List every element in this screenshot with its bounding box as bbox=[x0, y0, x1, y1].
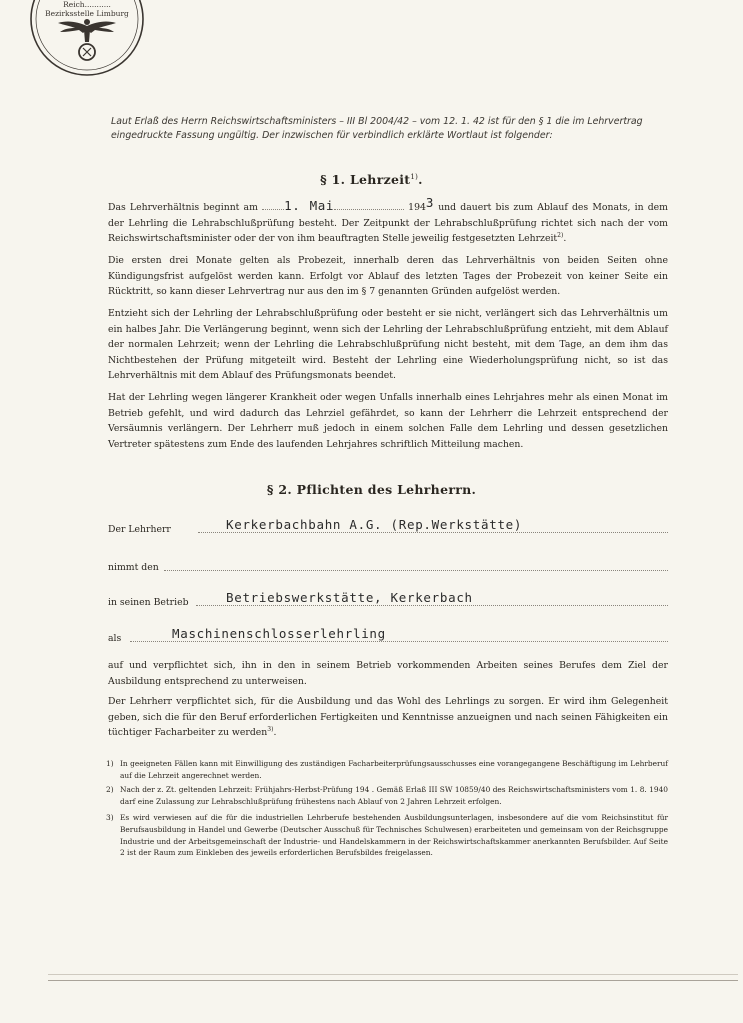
section2-paragraph-2-text: Der Lehrherr verpflichtet sich, für die Ausbildung und das Wohl des Lehrlings zu sorgen. Er wird ihm Gelegenheit geben, sich die für den Beruf erforderlichen Fertigkeiten und Kenntnisse anzueignen und nach seinen Fähigkeiten ein tüchtiger Facharbeiter zu werden bbox=[108, 696, 668, 739]
bottom-rule bbox=[48, 980, 738, 981]
section1-title: § 1. Lehrzeit bbox=[320, 172, 411, 187]
bottom-rule bbox=[48, 974, 738, 975]
period: . bbox=[563, 233, 567, 245]
field-line bbox=[130, 641, 668, 642]
dotted-line bbox=[262, 199, 284, 210]
footnote-mark-2: 2) bbox=[106, 785, 114, 794]
footnote-mark-3: 3) bbox=[106, 813, 114, 822]
section1-paragraph-2: Die ersten drei Monate gelten als Probezeit, innerhalb deren das Lehrverhältnis von beiden Seiten ohne Kündigungsfrist aufgelöst werden kann. Erfolgt vor Ablauf des letzten Tages der Probezeit von keiner Seite ein Rücktritt, so kann dieser Lehrvertrag nur aus den im § 7 genannten Gründen aufgelöst werden. bbox=[108, 255, 668, 298]
field-label-betrieb: in seinen Betrieb bbox=[108, 597, 189, 608]
footnote-text-2: Nach der z. Zt. geltenden Lehrzeit: Frühjahrs-Herbst-Prüfung 194 . Gemäß Erlaß III SW 10859/40 des Reichswirtschaftsministers vom 1. 8. 1940 darf eine Zulassung zur Lehrabschlußprüfung frühestens nach Ablauf von 2 Jahren Lehrzeit erfolgen. bbox=[120, 785, 668, 806]
year-digit-value: 3 bbox=[425, 195, 435, 210]
section1-paragraph-1 bbox=[108, 195, 668, 247]
footnote-mark-1: 1) bbox=[106, 759, 114, 768]
stamp-line-1: Reich........... bbox=[63, 0, 111, 9]
field-label-als: als bbox=[108, 633, 122, 644]
section2-heading: § 2. Pflichten des Lehrherrn. bbox=[266, 482, 477, 497]
field-line bbox=[164, 570, 668, 571]
field-label-lehrherr: Der Lehrherr bbox=[108, 524, 171, 535]
official-stamp bbox=[28, 0, 146, 78]
period: . bbox=[273, 727, 277, 739]
start-date-value: 1. Mai bbox=[284, 198, 335, 213]
section1-paragraph-3: Entzieht sich der Lehrling der Lehrabschlußprüfung oder besteht er sie nicht, verlängert sich das Lehrverhältnis um ein halbes Jahr. Die Verlängerung beginnt, wenn sich der Lehrling der Lehrabschlußprüfung entzieht, mit dem Ablauf der normalen Lehrzeit; wenn der Lehrling die Lehrabschlußprüfung nicht besteht, mit dem Tage, an dem ihm das Nichtbestehen der Prüfung mitgeteilt wird. Besteht der Lehrling eine Wiederholungsprüfung nicht, so ist das Lehrverhältnis mit dem Ablauf des Prüfungsmonats beendet. bbox=[108, 308, 668, 382]
section1-paragraph-4: Hat der Lehrling wegen längerer Krankheit oder wegen Unfalls innerhalb eines Lehrjahres mehr als einen Monat im Betrieb gefehlt, und wird dadurch das Lehrziel gefährdet, so kann der Lehrherr die Lehrzeit entsprechend der Versäumnis verlängern. Der Lehrherr muß jedoch in einem solchen Falle dem Lehrling und dessen gesetzlichen Vertreter spätestens zum Ende des laufenden Lehrjahres schriftlich Mitteilung machen. bbox=[108, 392, 668, 450]
lehrverhaeltnis-text: und dauert bis zum Ablauf des Monats, in dem der Lehrling die Lehrabschlußprüfung besteht. Der Zeitpunkt der Lehrabschlußprüfung richtet sich nach der vom Reichswirtschaftsminister oder der von ihm beauftragten Stelle jeweilig festgesetzten Lehrzeit bbox=[108, 202, 668, 245]
field-value-als: Maschinenschlosserlehrling bbox=[172, 626, 386, 641]
section1-heading: § 1. Lehrzeit$^{1)}$. bbox=[320, 172, 423, 187]
footnote-2 bbox=[108, 784, 668, 808]
decree-note: Laut Erlaß des Herrn Reichswirtschaftsministers – III Bl 2004/42 – vom 12. 1. 42 ist für den § 1 die im Lehrvertrag eingedruckte Fassung ungültig. Der inzwischen für verbindlich erklärte Wortlaut ist folgender: bbox=[111, 116, 643, 141]
footnote-ref-2: 2) bbox=[557, 232, 564, 240]
section2-paragraph-2 bbox=[108, 694, 668, 741]
dotted-line bbox=[334, 199, 404, 210]
field-line bbox=[198, 532, 668, 533]
footnote-ref-3: 3) bbox=[267, 726, 274, 734]
section1-title-footnote-ref: 1) bbox=[410, 172, 419, 181]
footnote-1 bbox=[108, 758, 668, 782]
field-row-betrieb bbox=[108, 588, 668, 610]
field-value-lehrherr: Kerkerbachbahn A.G. (Rep.Werkstätte) bbox=[226, 517, 523, 532]
lehrverhaeltnis-begin-label: Das Lehrverhältnis beginnt am bbox=[108, 202, 258, 213]
footnote-text-3: Es wird verwiesen auf die für die industriellen Lehrberufe bestehenden Ausbildungsunterlagen, insbesondere auf die vom Reichsinstitut für Berufsausbildung in Handel und Gewerbe (Deutscher Ausschuß für Technisches Schulwesen) erarbeiteten und gemeinsam von der Reichsgruppe Industrie und der Arbeitsgemeinschaft der Industrie- und Handelskammern in der Reichswirtschaftskammer anerkannten Berufsbilder. Auf Seite 2 ist der Raum zum Einkleben des jeweils erforderlichen Berufsbildes freigelassen. bbox=[120, 813, 668, 858]
field-row-nimmt-den bbox=[108, 553, 668, 575]
year-prefix: 194 bbox=[408, 202, 426, 213]
field-value-betrieb: Betriebswerkstätte, Kerkerbach bbox=[226, 590, 473, 605]
field-row-lehrherr bbox=[108, 515, 668, 537]
section2-paragraph-1: auf und verpflichtet sich, ihn in den in seinem Betrieb vorkommenden Arbeiten seines Berufes dem Ziel der Ausbildung entsprechend zu unterweisen. bbox=[108, 660, 668, 687]
stamp-line-2: Bezirksstelle Limburg bbox=[45, 9, 129, 18]
footnote-3 bbox=[108, 812, 668, 859]
field-line bbox=[196, 605, 668, 606]
footnote-text-1: In geeigneten Fällen kann mit Einwilligung des zuständigen Facharbeiterprüfungsausschusses eine vorangegangene Beschäftigung im Lehrberuf auf die Lehrzeit angerechnet werden. bbox=[120, 759, 668, 780]
field-row-als bbox=[108, 624, 668, 646]
field-label-nimmt-den: nimmt den bbox=[108, 562, 159, 573]
